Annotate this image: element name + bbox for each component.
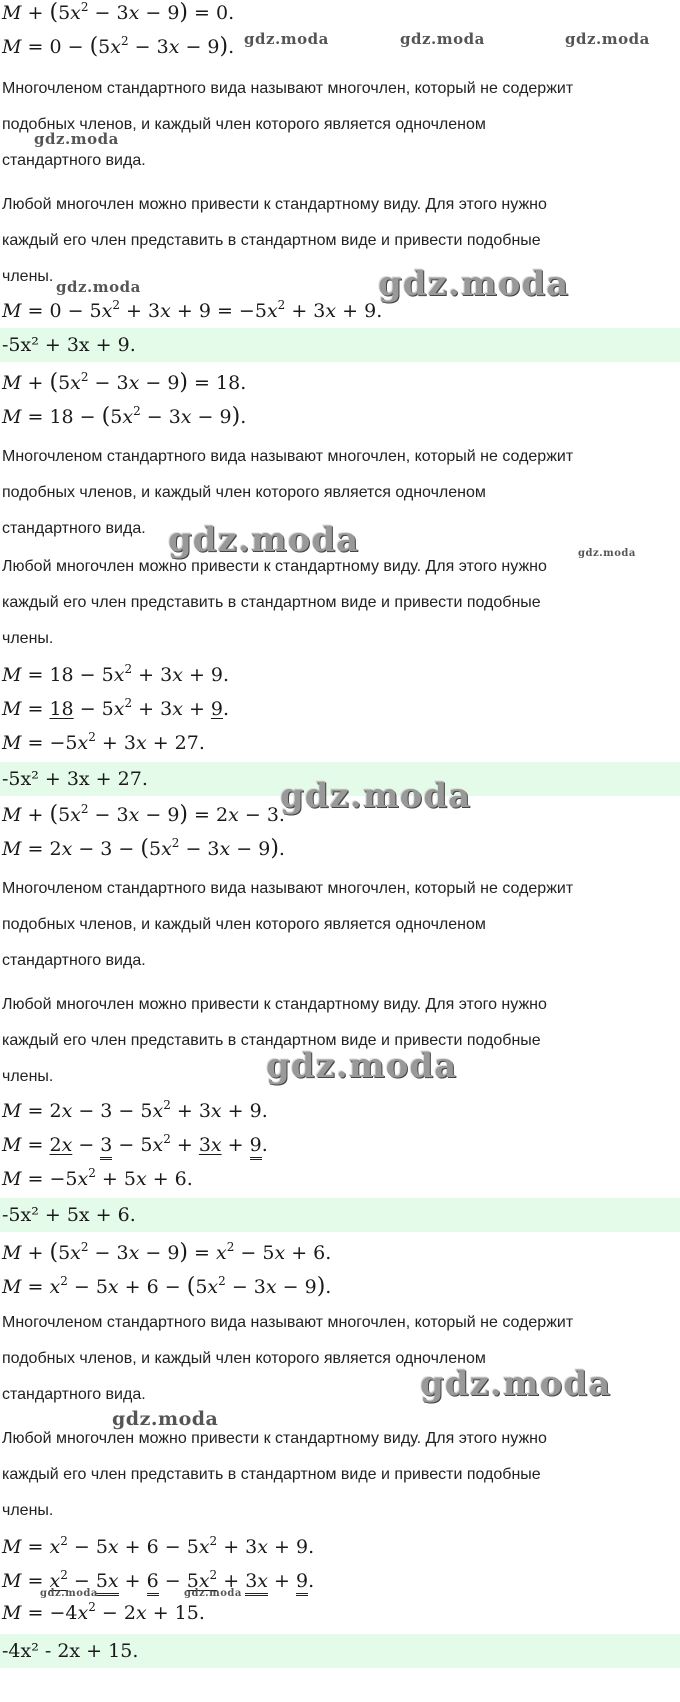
equation-line: $M = 2x - 3 - 5x^2 + 3x + 9$. (2, 1098, 268, 1122)
watermark: gdz.moda (420, 1364, 612, 1404)
equation-line: $M = x^2 - 5x + 6 - 5x^2 + 3x + 9$. (2, 1534, 315, 1558)
watermark: gdz.moda (34, 130, 119, 148)
definition-text: подобных членов, и каждый член которого является одночленом (2, 916, 486, 933)
rule-text: каждый его член представить в стандартном виде и привести подобные (2, 1032, 541, 1049)
rule-text: члены. (2, 268, 54, 285)
watermark: gdz.moda (40, 1588, 98, 1599)
watermark: gdz.moda (280, 776, 472, 816)
watermark: gdz.moda (184, 1588, 242, 1599)
watermark: gdz.moda (244, 30, 329, 48)
answer-highlight (0, 328, 680, 362)
watermark: gdz.moda (56, 278, 141, 296)
definition-text: Многочленом стандартного вида называют многочлен, который не содержит (2, 448, 574, 465)
equation-line: $M = 2x - 3 - (5x^2 - 3x - 9)$. (2, 836, 285, 861)
definition-text: Многочленом стандартного вида называют многочлен, который не содержит (2, 1314, 574, 1331)
watermark: gdz.moda (400, 30, 485, 48)
equation-line: $M = 2x - 3 - 5x^2 + 3x + 9$. (2, 1132, 268, 1158)
rule-text: Любой многочлен можно привести к стандартному виду. Для этого нужно (2, 558, 547, 575)
definition-text: Многочленом стандартного вида называют многочлен, который не содержит (2, 880, 574, 897)
equation-line: $M = x^2 - 5x + 6 - (5x^2 - 3x - 9)$. (2, 1274, 332, 1299)
watermark: gdz.moda (112, 1408, 219, 1430)
rule-text: Любой многочлен можно привести к стандартному виду. Для этого нужно (2, 996, 547, 1013)
rule-text: члены. (2, 630, 54, 647)
equation-line: $M + (5x^2 - 3x - 9) = 0$. (2, 0, 235, 25)
answer-text: -4x² - 2x + 15. (2, 1640, 139, 1662)
definition-text: стандартного вида. (2, 152, 146, 169)
rule-text: Любой многочлен можно привести к стандартному виду. Для этого нужно (2, 1430, 547, 1447)
answer-text: -5x² + 5x + 6. (2, 1204, 136, 1226)
watermark: gdz.moda (266, 1046, 458, 1086)
equation-line: $M = 18 - 5x^2 + 3x + 9$. (2, 696, 230, 720)
rule-text: каждый его член представить в стандартном виде и привести подобные (2, 594, 541, 611)
equation-line: $M = 0 - (5x^2 - 3x - 9)$. (2, 34, 235, 59)
rule-text: каждый его член представить в стандартном виде и привести подобные (2, 232, 541, 249)
equation-line: $M = -5x^2 + 5x + 6$. (2, 1166, 193, 1190)
equation-line: $M = 18 - (5x^2 - 3x - 9)$. (2, 404, 247, 429)
definition-text: Многочленом стандартного вида называют многочлен, который не содержит (2, 80, 574, 97)
equation-line: $M = -5x^2 + 3x + 27$. (2, 730, 205, 754)
answer-text: -5x² + 3x + 9. (2, 334, 136, 356)
definition-text: стандартного вида. (2, 952, 146, 969)
definition-text: подобных членов, и каждый член которого является одночленом (2, 484, 486, 501)
rule-text: каждый его член представить в стандартном виде и привести подобные (2, 1466, 541, 1483)
watermark: gdz.moda (578, 548, 636, 559)
definition-text: стандартного вида. (2, 1386, 146, 1403)
watermark: gdz.moda (168, 520, 360, 560)
equation-line: $M = 18 - 5x^2 + 3x + 9$. (2, 662, 230, 686)
rule-text: Любой многочлен можно привести к стандартному виду. Для этого нужно (2, 196, 547, 213)
equation-line: $M + (5x^2 - 3x - 9) = 18$. (2, 370, 247, 395)
definition-text: подобных членов, и каждый член которого является одночленом (2, 116, 486, 133)
equation-line: $M = x^2 - 5x + 6 - 5x^2 + 3x + 9$. (2, 1568, 314, 1594)
equation-line: $M = -4x^2 - 2x + 15$. (2, 1600, 205, 1624)
definition-text: стандартного вида. (2, 520, 146, 537)
definition-text: подобных членов, и каждый член которого является одночленом (2, 1350, 486, 1367)
equation-line: $M + (5x^2 - 3x - 9) = x^2 - 5x + 6$. (2, 1240, 332, 1265)
equation-line: $M + (5x^2 - 3x - 9) = 2x - 3$. (2, 802, 285, 827)
rule-text: члены. (2, 1068, 54, 1085)
answer-highlight (0, 1198, 680, 1232)
rule-text: члены. (2, 1502, 54, 1519)
watermark: gdz.moda (565, 30, 650, 48)
answer-highlight (0, 1634, 680, 1668)
equation-line: $M = 0 - 5x^2 + 3x + 9 = -5x^2 + 3x + 9$. (2, 298, 383, 322)
watermark: gdz.moda (378, 264, 570, 304)
answer-text: -5x² + 3x + 27. (2, 768, 148, 790)
